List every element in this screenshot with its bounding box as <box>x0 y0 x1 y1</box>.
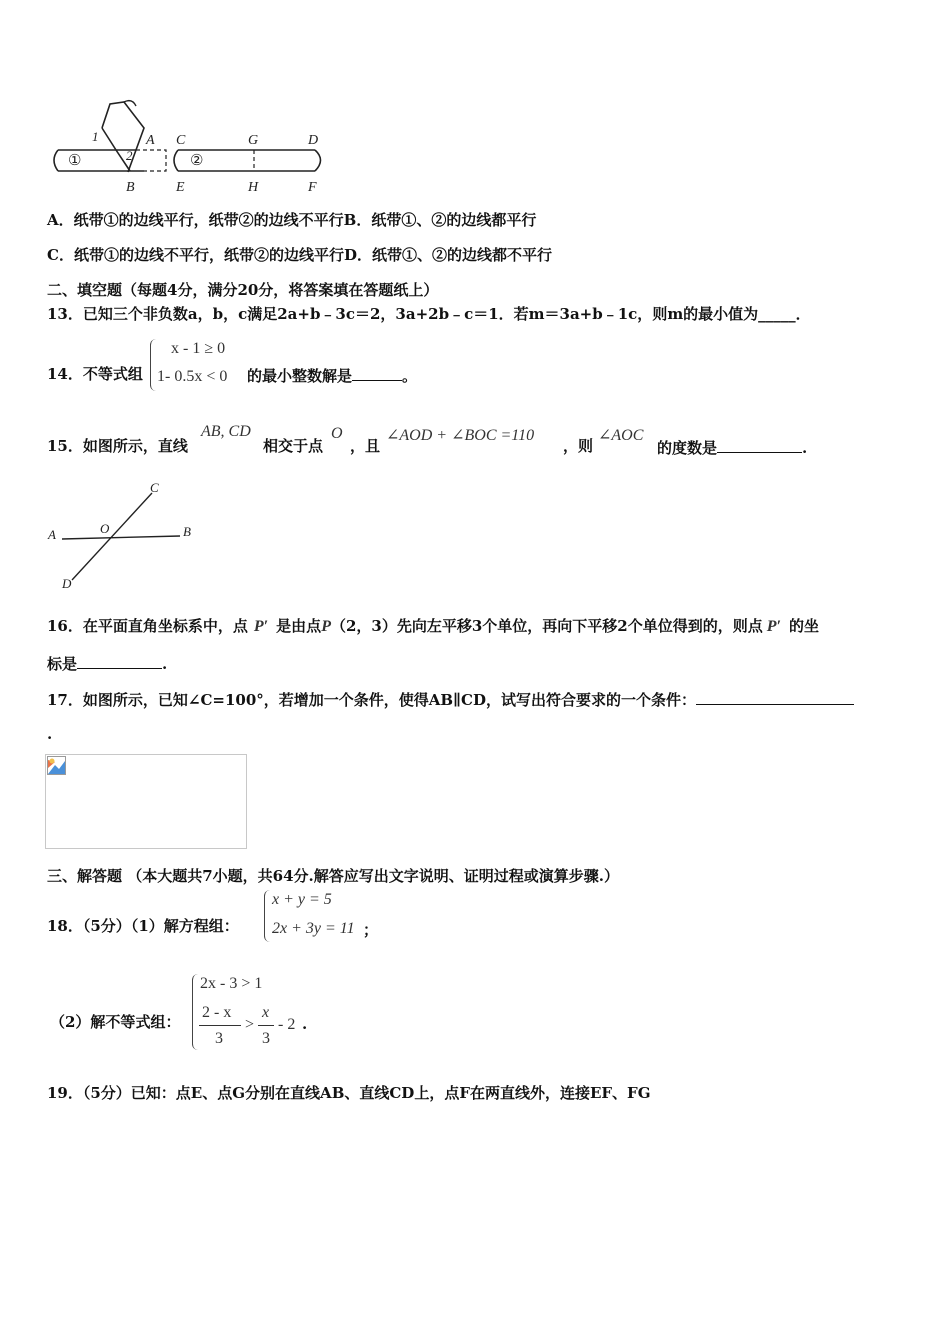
angle-1-label: 1 <box>92 129 99 144</box>
q18-gt: > <box>245 1016 255 1033</box>
q18-semicolon: ； <box>363 921 379 939</box>
q18-frac1-den: 3 <box>215 1030 223 1047</box>
tape2-label: ② <box>190 153 204 169</box>
point-b-label: B <box>183 524 191 539</box>
angle-2-label: 2 <box>126 148 133 163</box>
q18-frac1-num: 2 - x <box>202 1004 232 1021</box>
point-f-label: F <box>308 180 317 195</box>
question-16-line2: 标是 . <box>47 652 167 674</box>
question-18-part2: （2）解不等式组： <box>50 1013 181 1031</box>
option-c: C．纸带①的边线不平行，纸带②的边线平行D．纸带①、②的边线都不平行 <box>47 246 552 264</box>
tape1-label: ① <box>68 153 82 169</box>
q14-line1: x - 1 ≥ 0 <box>171 340 226 357</box>
point-c-label: C <box>150 480 159 495</box>
question-18-part1: 18．（5分）（1）解方程组： <box>47 917 239 935</box>
q15-point: O <box>331 425 343 442</box>
q18-frac2-num: x <box>262 1004 270 1021</box>
point-a-label: A <box>146 133 155 148</box>
image-placeholder <box>45 754 247 849</box>
point-h-label: H <box>248 180 259 195</box>
q14-line2: 1- 0.5x < 0 <box>157 368 228 385</box>
q15-angle: ∠AOC <box>598 427 644 444</box>
question-14-suffix: 的最小整数解是 。 <box>247 364 417 386</box>
q18-ineq1: 2x - 3 > 1 <box>200 975 263 992</box>
question-14-prefix: 14．不等式组 <box>47 365 143 383</box>
q18-minus2: - 2 <box>278 1016 296 1033</box>
question-15-c: ，且 <box>350 437 381 455</box>
intersecting-lines-figure <box>40 478 210 598</box>
option-a: A．纸带①的边线平行，纸带②的边线不平行B．纸带①、②的边线都平行 <box>47 211 537 229</box>
q15-lines: AB, CD <box>201 423 251 440</box>
point-g-label: G <box>248 133 259 148</box>
question-13: 13．已知三个非负数a，b，c满足2a+b﹣3c＝2，3a+2b﹣c＝1．若m＝3a+b﹣1c，则m的最小值为_____． <box>47 305 811 323</box>
paper-tape-figure <box>40 98 340 198</box>
q18-eq1: x + y = 5 <box>272 891 332 908</box>
point-o-label: O <box>100 521 110 536</box>
question-16-line1: 16．在平面直角坐标系中，点 P′ 是由点P（2，3）先向左平移3个单位，再向下平移2个单位得到的，则点 P′ 的坐 <box>47 617 820 635</box>
question-15-a: 15．如图所示，直线 <box>47 437 188 455</box>
q18-frac2-den: 3 <box>262 1030 270 1047</box>
point-a-label: A <box>48 527 56 542</box>
q18-dot: . <box>302 1015 308 1033</box>
section-3-heading: 三、解答题 （本大题共7小题，共64分.解答应写出文字说明、证明过程或演算步骤.） <box>47 867 619 885</box>
q18-eq2: 2x + 3y = 11 <box>272 920 355 937</box>
question-15-b: 相交于点 <box>263 437 324 455</box>
point-c-label: C <box>176 133 186 148</box>
question-15-e: 的度数是 . <box>657 436 807 458</box>
question-17: 17．如图所示，已知∠C=100°，若增加一个条件，使得AB∥CD，试写出符合要求的一个条件： <box>47 688 854 710</box>
question-15-d: ，则 <box>563 437 594 455</box>
question-19: 19．（5分）已知：点E、点G分别在直线AB、直线CD上，点F在两直线外，连接EF、FG <box>47 1084 651 1102</box>
point-d-label: D <box>308 133 319 148</box>
point-b-label: B <box>126 180 135 195</box>
question-17-end: . <box>47 725 53 743</box>
broken-image-icon <box>47 756 67 776</box>
point-d-label: D <box>62 576 72 591</box>
point-e-label: E <box>176 180 185 195</box>
section-2-heading: 二、填空题（每题4分，满分20分，将答案填在答题纸上） <box>47 281 439 299</box>
q15-condition: ∠AOD + ∠BOC =110 <box>386 427 535 444</box>
